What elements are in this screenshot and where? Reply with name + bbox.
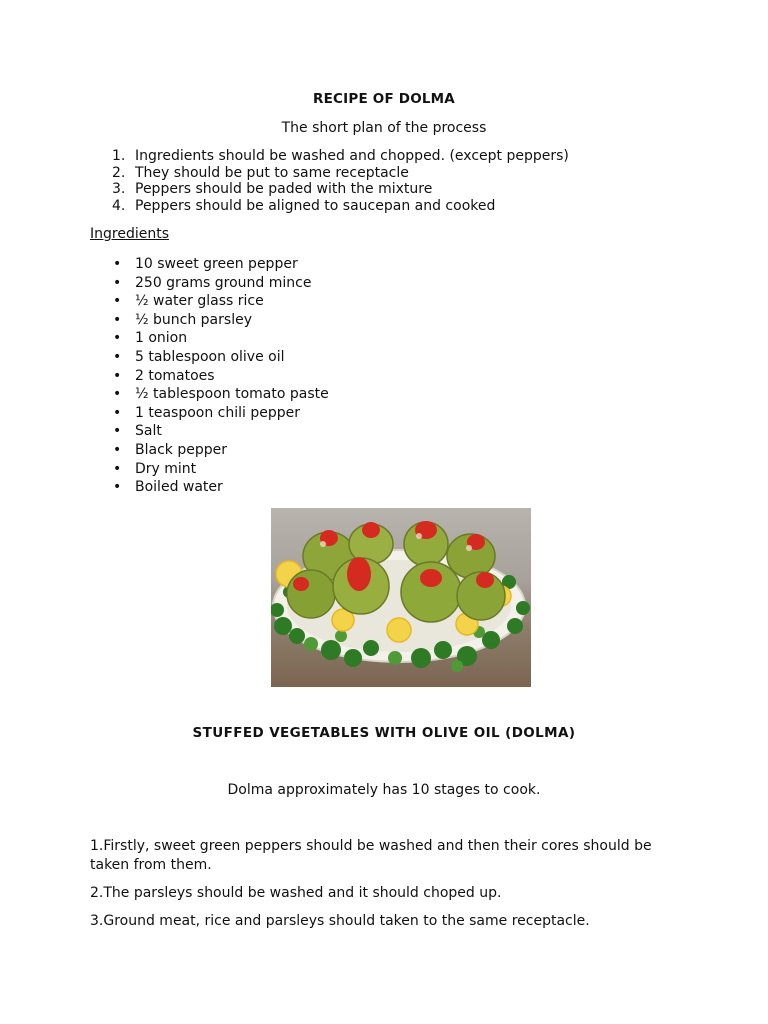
dolma-plate-illustration bbox=[271, 508, 531, 687]
ingredient-text: 10 sweet green pepper bbox=[135, 256, 298, 272]
bullet-icon: • bbox=[113, 404, 122, 421]
bullet-icon: • bbox=[113, 274, 122, 291]
bullet-icon: • bbox=[113, 293, 122, 310]
step-paragraph: 2.The parsleys should be washed and it should choped up. bbox=[90, 885, 502, 901]
plan-item bbox=[90, 181, 569, 198]
page-subtitle: The short plan of the process bbox=[281, 120, 487, 136]
ingredient-item bbox=[90, 329, 329, 348]
bullet-icon: • bbox=[113, 348, 122, 365]
plan-item-number: 4. bbox=[112, 197, 126, 214]
intro-text: Dolma approximately has 10 stages to cook. bbox=[227, 782, 541, 798]
dolma-photo bbox=[271, 508, 531, 687]
ingredient-item bbox=[90, 441, 329, 460]
ingredient-text: Black pepper bbox=[135, 441, 227, 458]
plan-item-number: 3. bbox=[112, 181, 126, 198]
ingredient-item bbox=[90, 385, 329, 404]
bullet-icon: • bbox=[113, 367, 122, 384]
process-plan-list bbox=[90, 148, 569, 214]
plan-item-text: Ingredients should be washed and chopped. (except peppers) bbox=[135, 148, 569, 164]
ingredient-item bbox=[90, 422, 329, 441]
ingredient-text: 250 grams ground mince bbox=[135, 274, 312, 291]
ingredient-text: ½ bunch parsley bbox=[135, 311, 252, 328]
ingredient-item bbox=[90, 311, 329, 330]
plan-item bbox=[90, 198, 569, 215]
ingredient-item bbox=[90, 460, 329, 479]
ingredient-item bbox=[90, 292, 329, 311]
plan-item bbox=[90, 165, 569, 182]
bullet-icon: • bbox=[113, 423, 122, 440]
step-paragraph: 1.Firstly, sweet green peppers should be washed and then their cores should be taken from them. bbox=[90, 838, 652, 873]
ingredient-text: Salt bbox=[135, 423, 162, 440]
step-paragraph: 3.Ground meat, rice and parsleys should taken to the same receptacle. bbox=[90, 913, 590, 929]
bullet-icon: • bbox=[113, 441, 122, 458]
plan-item-number: 1. bbox=[112, 148, 126, 164]
ingredient-text: ½ tablespoon tomato paste bbox=[135, 386, 329, 403]
plan-item-text: They should be put to same receptacle bbox=[135, 164, 409, 181]
bullet-icon: • bbox=[113, 460, 122, 477]
bullet-icon: • bbox=[113, 311, 122, 328]
bullet-icon: • bbox=[113, 479, 122, 496]
ingredient-text: 1 onion bbox=[135, 330, 188, 347]
plan-item-text: Peppers should be paded with the mixture bbox=[135, 181, 433, 198]
ingredient-text: 5 tablespoon olive oil bbox=[135, 348, 285, 365]
ingredient-item bbox=[90, 478, 329, 497]
bullet-icon: • bbox=[113, 386, 122, 403]
ingredient-item bbox=[90, 404, 329, 423]
plan-item bbox=[90, 148, 569, 165]
ingredient-item bbox=[90, 367, 329, 386]
ingredient-text: 1 teaspoon chili pepper bbox=[135, 404, 301, 421]
ingredient-item bbox=[90, 348, 329, 367]
ingredient-text: ½ water glass rice bbox=[135, 293, 264, 310]
ingredients-list bbox=[90, 255, 329, 497]
plan-item-text: Peppers should be aligned to saucepan and cooked bbox=[135, 197, 496, 214]
plan-item-number: 2. bbox=[112, 164, 126, 181]
ingredient-item bbox=[90, 255, 329, 274]
ingredients-heading: Ingredients bbox=[90, 226, 169, 242]
ingredient-item bbox=[90, 274, 329, 293]
bullet-icon: • bbox=[113, 256, 122, 272]
bullet-icon: • bbox=[113, 330, 122, 347]
ingredient-text: 2 tomatoes bbox=[135, 367, 215, 384]
page-title: RECIPE OF DOLMA bbox=[313, 91, 455, 107]
ingredient-text: Dry mint bbox=[135, 460, 197, 477]
section-title: STUFFED VEGETABLES WITH OLIVE OIL (DOLMA) bbox=[192, 725, 576, 741]
ingredient-text: Boiled water bbox=[135, 479, 223, 496]
